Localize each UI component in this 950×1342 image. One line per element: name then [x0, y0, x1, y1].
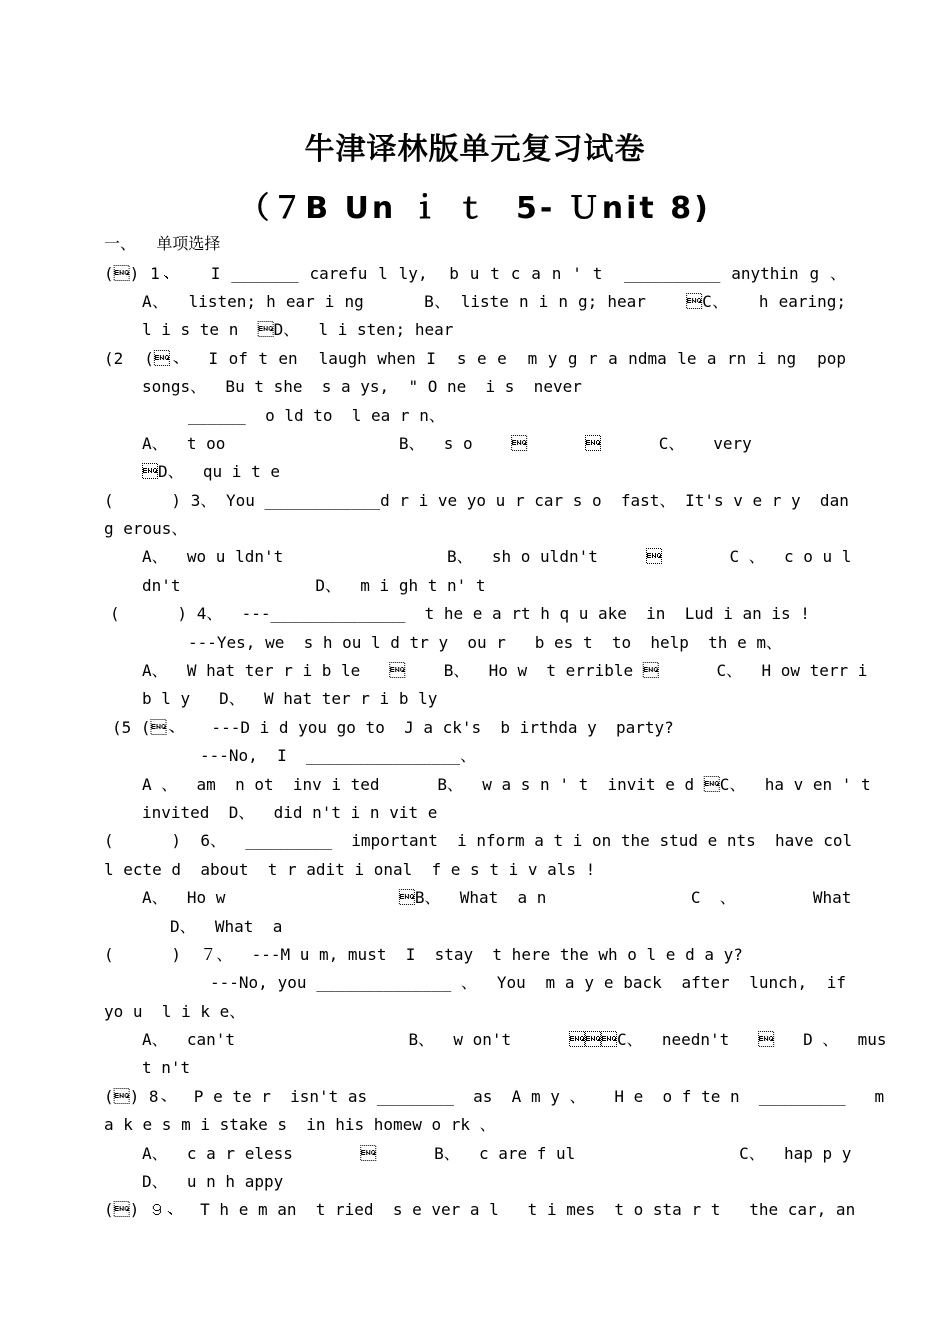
text-line: ( ) 3、 You ____________d r i ve yo u r car s o fast、 It's v e r y dan [104, 491, 849, 510]
text-line: yo u l i k e、 [104, 1002, 246, 1021]
text-line: ( ) ７、 ---M u m, must I stay t here the wh o l e d a y? [104, 945, 743, 964]
text-line: a k e s m i stake s in his homew o rk 、 [104, 1115, 496, 1134]
text-line: A、 wo u ldn't B、 sh o uldn't  C 、 c o u l [142, 547, 852, 566]
text-line: D、 u n h appy [142, 1172, 284, 1191]
text-line: b l y D、 W hat ter r i b ly [142, 689, 438, 708]
text-line: g erous、 [104, 519, 188, 538]
text-line: songs、 Bu t she s a ys, " O ne i s never [142, 377, 582, 396]
text-line: A 、 am n ot inv i ted B、 w a s n ' t invit e d C、 ha v en ' t [142, 775, 871, 794]
text-line: A、 t oo B、 s o   C、 very [142, 434, 752, 453]
text-line: dn't D、 m i gh t n' t [142, 576, 486, 595]
text-line: t n't [142, 1058, 191, 1077]
text-line: ---No, you ______________ 、 You m a y e back after lunch, if [210, 973, 846, 992]
text-line: invited D、 did n't i n vit e [142, 803, 438, 822]
text-line: ---No, I ________________、 [200, 746, 477, 765]
text-line: ( ) 4、 ---______________ t he e a rt h q u ake in Lud i an is ! [110, 604, 810, 623]
text-line: ______ o ld to l ea r n、 [188, 406, 445, 425]
text-line: ( ) 6、 _________ important i nform a t i on the stud e nts have col [104, 831, 853, 850]
text-line: l i s te n D、 l i sten; hear [142, 320, 454, 339]
section-heading: 一、 单项选择 [104, 234, 221, 253]
text-line: D、 qu i t e [142, 462, 280, 481]
text-line: (2 (、 I of t en laugh when I s e e m y g r a ndma le a rn i ng pop [104, 349, 846, 368]
text-line: D、 What a [170, 917, 283, 936]
document-subtitle: （７B Un ｉ ｔ 5- Ｕnit 8) [239, 191, 711, 226]
text-line: A、 listen; h ear i ng B、 liste n i n g; hear C、 h earing; [142, 292, 846, 311]
document-title: 牛津译林版单元复习试卷 [304, 132, 646, 167]
text-line: () 1、 I _______ carefu l ly, b u t c a n ' t __________ anythin g 、 [104, 264, 846, 283]
text-line: () ９、 T h e m an t ried s e ver a l t i mes t o sta r t the car, an [104, 1200, 856, 1219]
text-line: A、 Ho w B、 What a n C 、 What [142, 888, 852, 907]
text-line: ---Yes, we s h ou l d tr y ou r b es t to help th e m、 [188, 633, 782, 652]
text-line: (5 (、 ---D i d you go to J a ck's b irthda y party? [112, 718, 674, 737]
text-line: () 8、 P e te r isn't as ________ as A m y 、 H e o f te n _________ m [104, 1087, 885, 1106]
text-line: A、 W hat ter r i b le  B、 Ho w t errible  C、 H ow terr i [142, 661, 868, 680]
text-line: A、 c a r eless  B、 c are f ul C、 hap p y [142, 1144, 852, 1163]
text-line: l ecte d about t r adit i onal f e s t i v als ! [104, 860, 596, 879]
text-line: A、 can't B、 w on't C、 needn't  D 、 mus [142, 1030, 887, 1049]
